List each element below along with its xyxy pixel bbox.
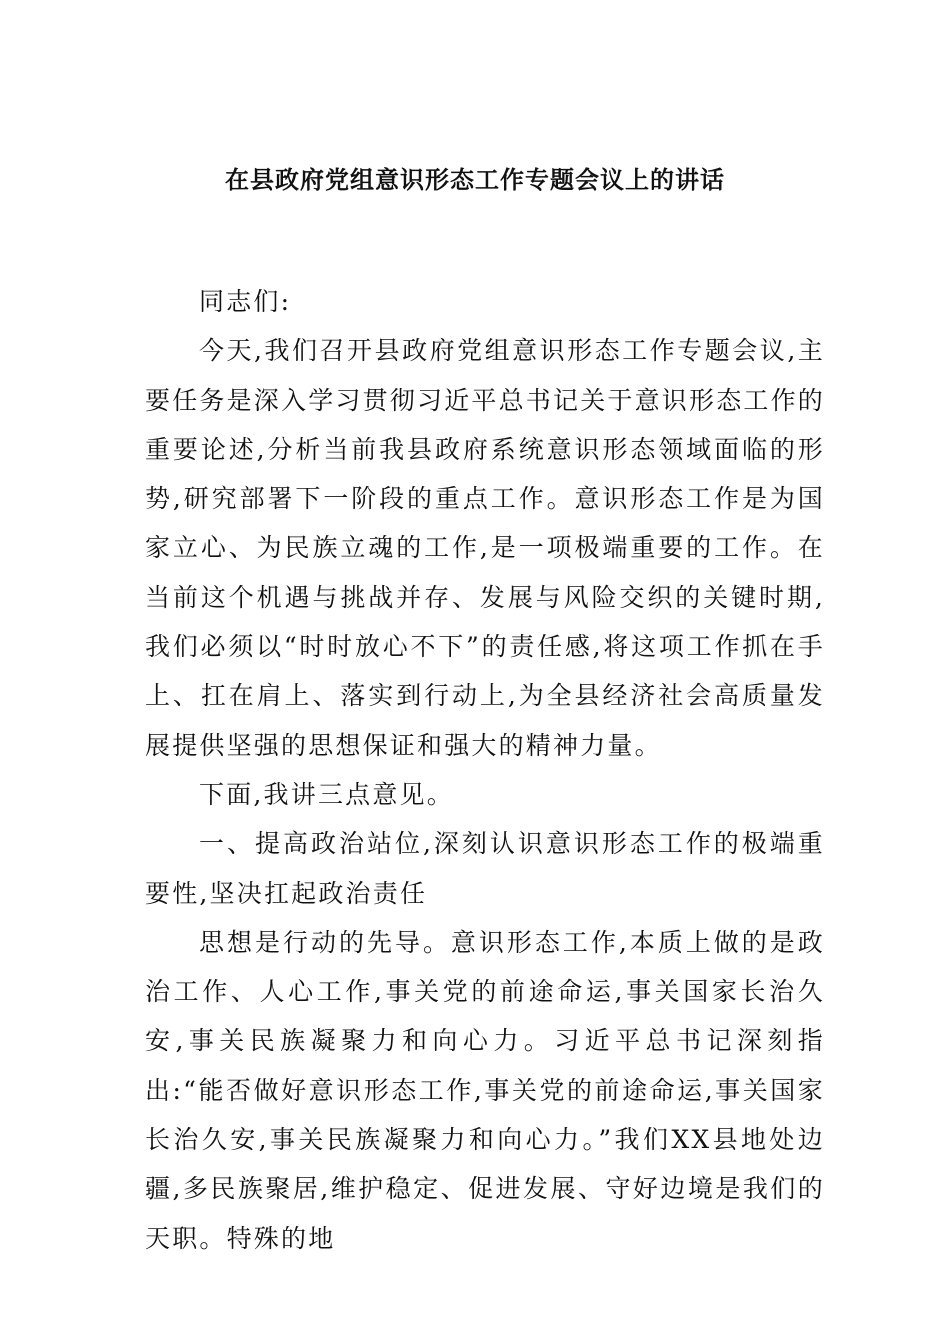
intro-paragraph: 今天,我们召开县政府党组意识形态工作专题会议,主要任务是深入学习贯彻习近平总书记关于意识形态工作的重要论述,分析当前我县政府系统意识形态领域面临的形势,研究部署下一阶段的重点工作。意识形态工作是为国家立心、为民族立魂的工作,是一项极端重要的工作。在当前这个机遇与挑战并存、发展与风险交织的关键时期,我们必须以“时时放心不下”的责任感,将这项工作抓在手上、扛在肩上、落实到行动上,为全县经济社会高质量发展提供坚强的思想保证和强大的精神力量。 [145,336,826,760]
greeting-paragraph: 同志们: [199,287,292,316]
transition-paragraph: 下面,我讲三点意见。 [199,779,454,809]
document-title: 在县政府党组意识形态工作专题会议上的讲话 [225,166,725,194]
section-heading-1: 一、提高政治站位,深刻认识意识形态工作的极端重要性,坚决扛起政治责任 [145,829,825,908]
document-body [145,277,825,1263]
section-1-paragraph: 思想是行动的先导。意识形态工作,本质上做的是政治工作、人心工作,事关党的前途命运,事关国家长治久安,事关民族凝聚力和向心力。习近平总书记深刻指出:“能否做好意识形态工作,事关党的前途命运,事关国家长治久安,事关民族凝聚力和向心力。”我们XX县地处边疆,多民族聚居,维护稳定、促进发展、守好边境是我们的天职。特殊的地 [145,927,825,1253]
